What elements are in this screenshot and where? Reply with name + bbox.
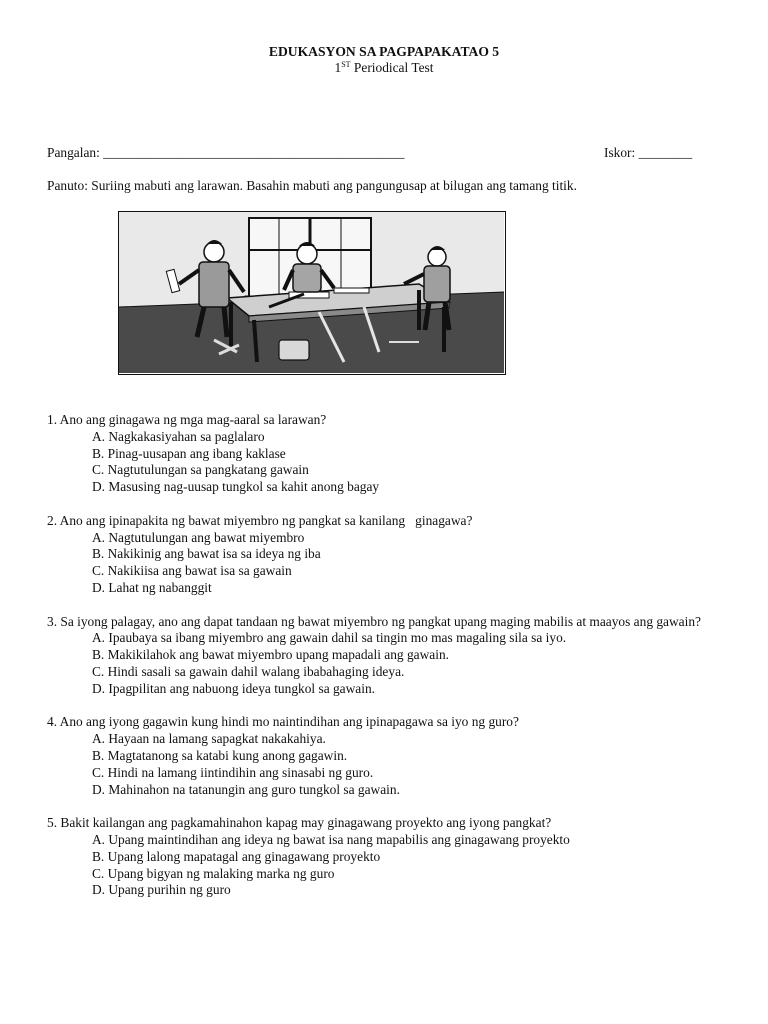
answer-option[interactable]: D. Lahat ng nabanggit [92,579,212,595]
question-list [47,412,737,916]
answer-option[interactable]: A. Hayaan na lamang sapagkat nakakahiya. [92,731,326,747]
answer-option[interactable]: B. Upang lalong mapatagal ang ginagawang proyekto [92,848,381,864]
question-item [47,815,737,899]
question-stem: 3. Sa iyong palagay, ano ang dapat tandaan ng bawat miyembro ng pangkat upang maging mabilis at maayos ang gawain? [47,613,701,629]
answer-option[interactable]: C. Nakikiisa ang bawat isa sa gawain [92,563,292,579]
test-title: EDUKASYON SA PAGPAPAKATAO 5 [268,44,500,59]
name-label: Pangalan: [47,145,100,160]
answer-option[interactable]: C. Nagtutulungan sa pangkatang gawain [92,462,309,478]
question-stem: 5. Bakit kailangan ang pagkamahinahon kapag may ginagawang proyekto ang iyong pangkat? [47,815,552,831]
answer-option[interactable]: D. Masusing nag-uusap tungkol sa kahit anong bagay [92,479,380,495]
score-field[interactable] [604,145,692,161]
test-subtitle [0,60,768,76]
answer-option[interactable]: C. Hindi sasali sa gawain dahil walang ibabahaging ideya. [92,663,405,679]
score-label: Iskor: [604,145,636,160]
question-item [47,614,737,698]
answer-option[interactable]: B. Magtatanong sa katabi kung anong gagawin. [92,747,348,763]
question-stem: 4. Ano ang iyong gagawin kung hindi mo naintindihan ang ipinapagawa sa iyo ng guro? [47,714,519,730]
answer-option[interactable]: D. Upang purihin ng guro [92,882,231,898]
question-stem: 1. Ano ang ginagawa ng mga mag-aaral sa larawan? [47,412,327,427]
answer-option[interactable]: A. Nagkakasiyahan sa paglalaro [92,428,265,444]
answer-option[interactable]: A. Ipaubaya sa ibang miyembro ang gawain dahil sa tingin mo mas magaling sila sa iyo. [92,630,567,646]
answer-option[interactable]: C. Upang bigyan ng malaking marka ng guro [92,865,335,881]
score-blank[interactable]: ________ [638,145,693,160]
instructions-text: Panuto: Suriing mabuti ang larawan. Basahin mabuti ang pangungusap at bilugan ang tamang titik. [47,178,577,193]
students-working-image [119,212,504,373]
name-blank[interactable]: _____________________________________________ [103,145,405,160]
question-item [47,513,737,597]
name-field[interactable] [47,145,404,161]
question-stem: 2. Ano ang ipinapakita ng bawat miyembro ng pangkat sa kanilang ginagawa? [47,512,473,528]
subtitle-superscript: ST [341,60,351,69]
subtitle-number: 1 [334,60,342,75]
answer-option[interactable]: B. Nakikinig ang bawat isa sa ideya ng iba [92,546,321,562]
answer-option[interactable]: D. Mahinahon na tatanungin ang guro tungkol sa gawain. [92,781,400,797]
question-item [47,412,737,496]
classroom-illustration [118,211,506,375]
question-item [47,714,737,798]
answer-option[interactable]: B. Pinag-uusapan ang ibang kaklase [92,445,286,461]
subtitle-text: Periodical Test [350,60,434,75]
answer-option[interactable]: A. Upang maintindihan ang ideya ng bawat isa nang mapabilis ang ginagawang proyekto [92,831,570,847]
answer-option[interactable]: A. Nagtutulungan ang bawat miyembro [92,529,305,545]
answer-option[interactable]: B. Makikilahok ang bawat miyembro upang mapadali ang gawain. [92,647,449,663]
answer-option[interactable]: C. Hindi na lamang iintindihin ang sinasabi ng guro. [92,764,374,780]
answer-option[interactable]: D. Ipagpilitan ang nabuong ideya tungkol sa gawain. [92,680,375,696]
